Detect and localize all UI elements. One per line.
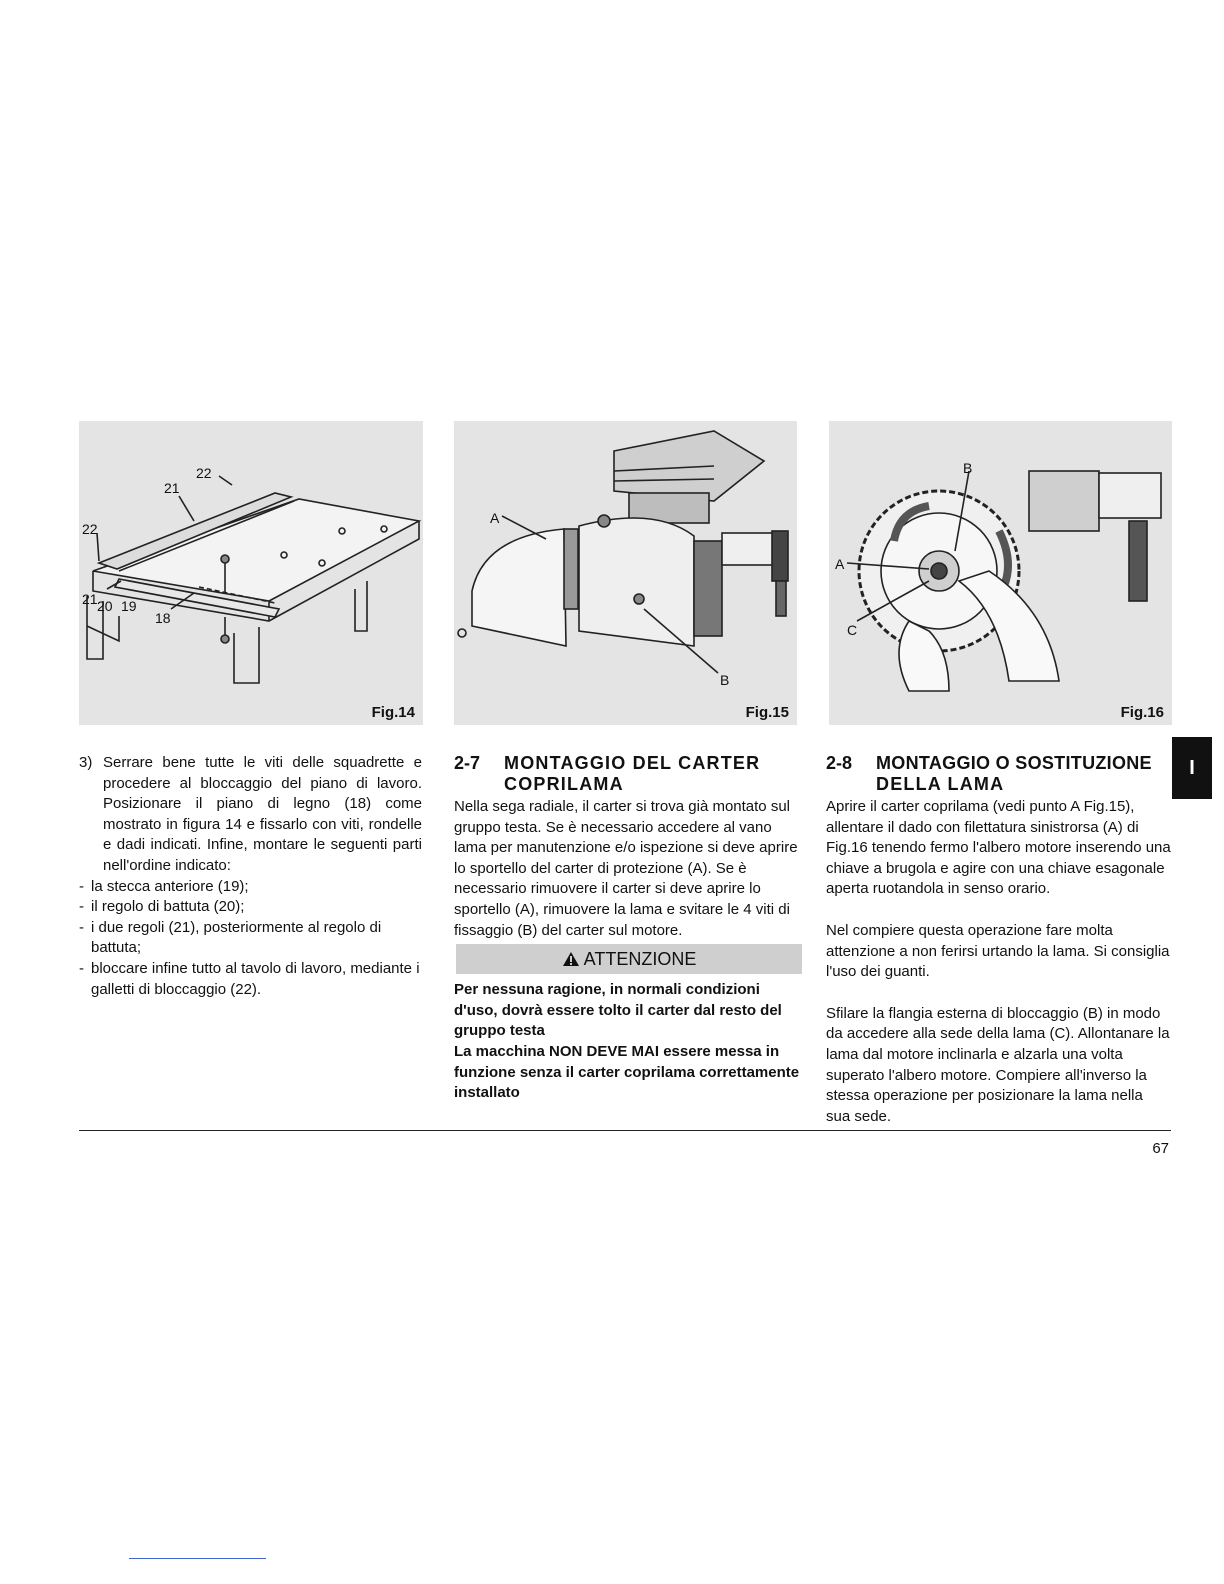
figure-15-caption: Fig.15 (745, 704, 789, 721)
step-number: 3) (79, 754, 93, 771)
list-item: - bloccare infine tutto al tavolo di lavoro, mediante i galletti di bloccaggio (22). (79, 959, 422, 1000)
section-title-line-2: COPRILAMA (504, 774, 624, 794)
list-item: - la stecca anteriore (19); (79, 877, 422, 898)
list-item: - il regolo di battuta (20); (79, 897, 422, 918)
warning-label: ATTENZIONE (583, 949, 697, 970)
figure-14 (79, 421, 423, 725)
figure-14-caption: Fig.14 (371, 704, 415, 721)
table-assembly-illustration (79, 421, 423, 725)
figure-15 (454, 421, 797, 725)
section-title (826, 753, 1171, 795)
section-number: 2-7 (454, 753, 481, 773)
figure-16-caption: Fig.16 (1120, 704, 1164, 721)
column-section-2-8 (826, 753, 1171, 1127)
blade-replacement-illustration (829, 421, 1172, 725)
callout-b: B (720, 672, 730, 688)
column-assembly-instructions (79, 753, 422, 1000)
link-underline (129, 1558, 266, 1559)
callout-b: B (963, 460, 973, 476)
language-tab-marker: I (1172, 737, 1212, 799)
warning-text-1: Per nessuna ragione, in normali condizioni d'uso, dovrà essere tolto il carter dal resto del gruppo testa (454, 981, 782, 1040)
callout-21-left: 21 (82, 591, 98, 607)
list-item: - i due regoli (21), posteriormente al regolo di battuta; (79, 918, 422, 959)
paragraph-2: Nel compiere questa operazione fare molta attenzione a non ferirsi urtando la lama. Si consiglia l'uso dei guanti. (826, 921, 1170, 981)
callout-18: 18 (155, 610, 171, 626)
paragraph-1: Aprire il carter coprilama (vedi punto A Fig.15), allentare il dado con filettatura sinistrorsa (A) di Fig.16 tenendo fermo l'albero motore inserendo una chiave a brugola e agire con una chiave esagonale aperta ruotandola in senso orario. (826, 798, 1171, 898)
section-title (454, 753, 804, 795)
footer-rule (79, 1130, 1171, 1131)
warning-text-2: La macchina NON DEVE MAI essere messa in funzione senza il carter coprilama correttamente installato (454, 1042, 800, 1102)
step-3 (79, 753, 422, 877)
callout-c: C (847, 622, 858, 638)
paragraph-3: Sfilare la flangia esterna di bloccaggio (B) in modo da accedere alla sede della lama (C). Allontanare la lama dal motore inclinarla e alzarla una volta superato l'albero motore. Compiere all'inverso la stessa operazione per posizionare la lama nella sua sede. (826, 1004, 1170, 1125)
page-number: 67 (1152, 1140, 1169, 1157)
warning-banner (456, 944, 802, 974)
warning-icon (562, 951, 580, 967)
section-title-line-2: DELLA LAMA (876, 774, 1005, 794)
section-body: Nella sega radiale, il carter si trova già montato sul gruppo testa. Se è necessario accedere al vano lama per manutenzione e/o ispezione si deve aprire lo sportello del carter di protezione (A). Se è necessario rimuovere il carter si deve aprire lo sportello (A), rimuovere la lama e svitare le 4 viti di fissaggio (B) del carter sul motore. (454, 798, 798, 939)
callout-22-left: 22 (82, 521, 98, 537)
callout-a: A (835, 556, 845, 572)
column-section-2-7 (454, 753, 804, 1104)
callout-21-top: 21 (164, 480, 180, 496)
blade-guard-illustration (454, 421, 797, 725)
step-text: Serrare bene tutte le viti delle squadrette e procedere al bloccaggio del piano di lavoro. Posizionare il piano di legno (18) come mostrato in figura 14 e fissarlo con viti, rondelle e dadi indicati. Infine, montare le seguenti parti nell'ordine indicato: (103, 754, 422, 874)
callout-a: A (490, 510, 500, 526)
section-title-line-1: MONTAGGIO O SOSTITUZIONE (876, 753, 1152, 773)
callout-19: 19 (121, 598, 137, 614)
callout-20: 20 (97, 598, 113, 614)
callout-22-top: 22 (196, 465, 212, 481)
section-number: 2-8 (826, 753, 853, 773)
section-title-line-1: MONTAGGIO DEL CARTER (504, 753, 761, 773)
figure-16 (829, 421, 1172, 725)
